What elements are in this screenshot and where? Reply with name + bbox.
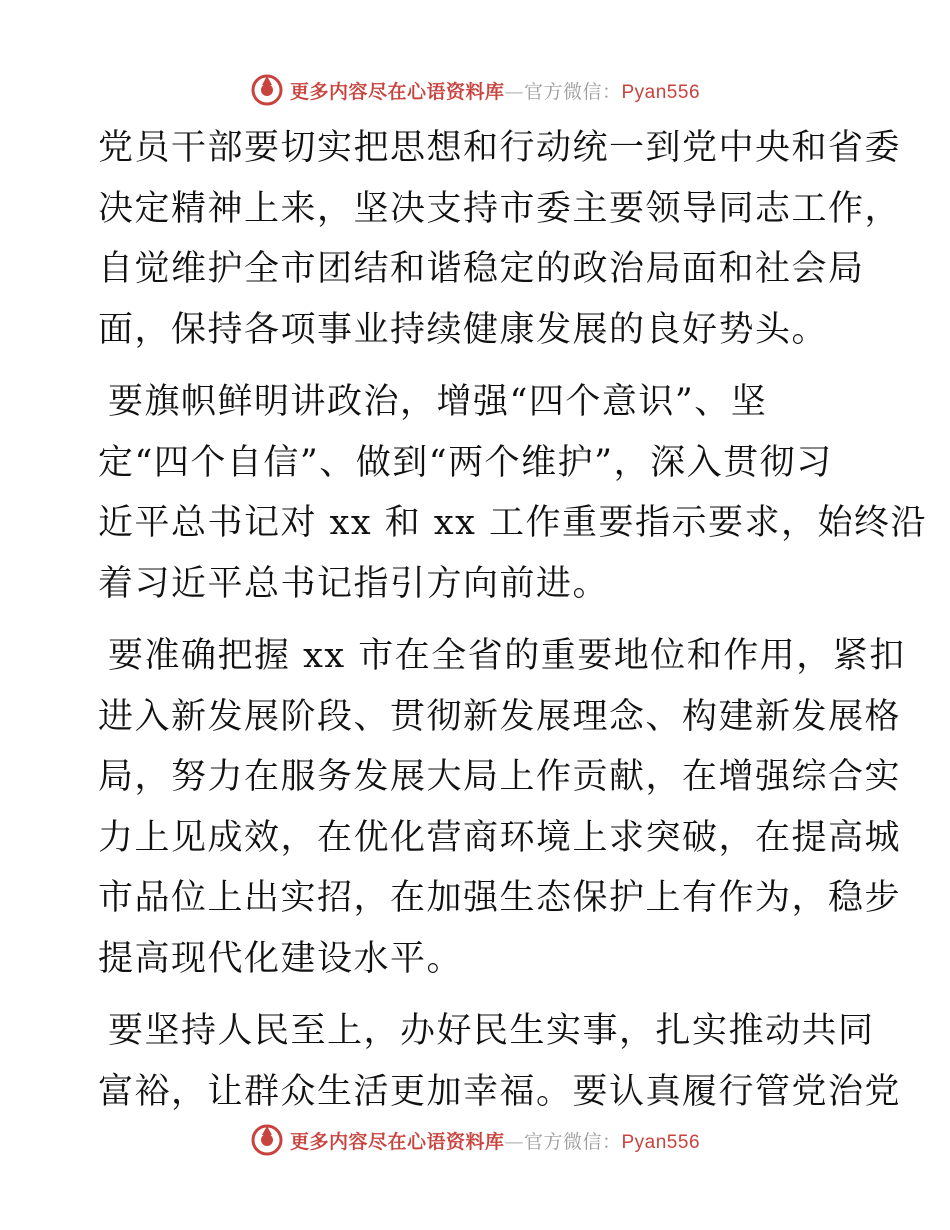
text-line: 富裕，让群众生活更加幸福。要认真履行管党治党	[98, 1071, 902, 1112]
footer-watermark	[0, 1120, 950, 1160]
paragraph-3	[98, 626, 906, 989]
text-line: 市品位上出实招，在加强生态保护上有作为，稳步	[98, 878, 902, 918]
text-line: 着习近平总书记指引方向前进。	[98, 563, 610, 604]
watermark-dash: —	[504, 1130, 524, 1153]
header-watermark	[0, 70, 950, 110]
watermark-wechat-id: Pyan556	[621, 81, 701, 103]
text-line: 要旗帜鲜明讲政治，增强“四个意识”、坚	[108, 382, 768, 422]
text-line: 力上见成效，在优化营商环境上求突破，在提高城	[98, 817, 902, 858]
text-line: 定“四个自信”、做到“两个维护”，深入贯彻习	[98, 442, 833, 483]
paragraph-4	[98, 1001, 902, 1122]
text-line: 面，保持各项事业持续健康发展的良好势头。	[98, 309, 829, 350]
text-line: 局，努力在服务发展大局上作贡献，在增强综合实	[98, 757, 902, 797]
text-line: 决定精神上来，坚决支持市委主要领导同志工作，	[98, 188, 902, 229]
watermark-site: 更多内容尽在心语资料库	[289, 80, 505, 103]
text-line: 自觉维护全市团结和谐稳定的政治局面和社会局	[98, 249, 865, 289]
watermark-text	[290, 1127, 700, 1154]
text-line: 要坚持人民至上，办好民生实事，扎实推动共同	[108, 1011, 875, 1051]
text-line: 党员干部要切实把思想和行动统一到党中央和省委	[98, 128, 902, 168]
watermark-label: 官方微信：	[523, 1130, 622, 1153]
text-line: 近平总书记对 xx 和 xx 工作重要指示要求，始终沿	[98, 503, 927, 543]
watermark-text	[290, 77, 700, 104]
watermark-dash: —	[504, 80, 524, 103]
brand-logo-icon	[250, 1123, 284, 1157]
text-line: 提高现代化建设水平。	[98, 938, 464, 979]
text-line: 要准确把握 xx 市在全省的重要地位和作用，紧扣	[108, 636, 906, 676]
brand-logo-icon	[250, 73, 284, 107]
document-body	[98, 118, 927, 1134]
text-line: 进入新发展阶段、贯彻新发展理念、构建新发展格	[98, 696, 902, 737]
watermark-label: 官方微信：	[523, 80, 622, 103]
watermark-wechat-id: Pyan556	[621, 1131, 701, 1153]
paragraph-2	[98, 372, 927, 614]
paragraph-1	[98, 118, 902, 360]
watermark-site: 更多内容尽在心语资料库	[289, 1130, 505, 1153]
